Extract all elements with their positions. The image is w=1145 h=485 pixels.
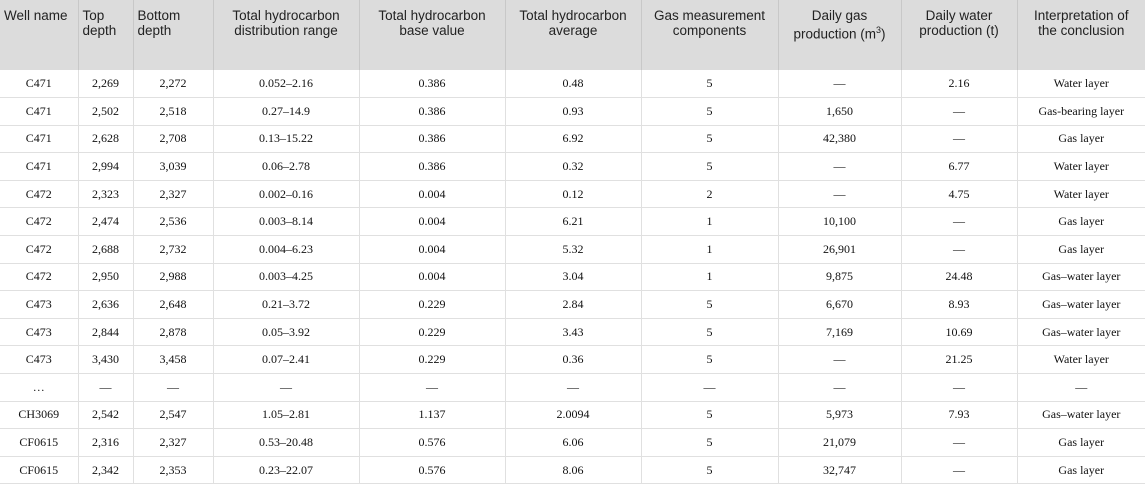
cell-average: 6.92 bbox=[505, 125, 641, 153]
cell-average: 0.32 bbox=[505, 153, 641, 181]
cell-interpretation: Gas layer bbox=[1017, 208, 1145, 236]
cell-daily-gas: — bbox=[778, 374, 901, 402]
header-base-value: Total hydrocarbon base value bbox=[359, 0, 505, 70]
header-average: Total hydrocarbon average bbox=[505, 0, 641, 70]
cell-gas-components: 5 bbox=[641, 429, 778, 457]
cell-average: 0.12 bbox=[505, 180, 641, 208]
table-body bbox=[0, 70, 1145, 484]
cell-average: 3.43 bbox=[505, 318, 641, 346]
cell-well-name: C472 bbox=[0, 236, 78, 264]
cell-gas-components: 5 bbox=[641, 70, 778, 98]
cell-daily-water: 7.93 bbox=[901, 401, 1017, 429]
cell-bottom-depth: 2,547 bbox=[133, 401, 213, 429]
cell-interpretation: Water layer bbox=[1017, 346, 1145, 374]
cell-gas-components: 1 bbox=[641, 263, 778, 291]
cell-daily-gas: — bbox=[778, 153, 901, 181]
cell-average: 3.04 bbox=[505, 263, 641, 291]
header-gas-components: Gas measurement components bbox=[641, 0, 778, 70]
cell-bottom-depth: 2,708 bbox=[133, 125, 213, 153]
cell-distribution-range: 1.05–2.81 bbox=[213, 401, 359, 429]
cell-daily-gas: 26,901 bbox=[778, 236, 901, 264]
cell-daily-water: — bbox=[901, 125, 1017, 153]
cell-interpretation: Gas–water layer bbox=[1017, 318, 1145, 346]
cell-daily-gas: — bbox=[778, 70, 901, 98]
cell-top-depth: 2,994 bbox=[78, 153, 133, 181]
cell-average: 2.84 bbox=[505, 291, 641, 319]
cell-daily-gas: 9,875 bbox=[778, 263, 901, 291]
cell-top-depth: 2,342 bbox=[78, 456, 133, 484]
table-row bbox=[0, 153, 1145, 181]
cell-well-name: … bbox=[0, 374, 78, 402]
cell-interpretation: Water layer bbox=[1017, 180, 1145, 208]
cell-daily-water: 2.16 bbox=[901, 70, 1017, 98]
cell-well-name: CF0615 bbox=[0, 456, 78, 484]
cell-interpretation: Water layer bbox=[1017, 153, 1145, 181]
table-row bbox=[0, 70, 1145, 98]
cell-top-depth: 2,316 bbox=[78, 429, 133, 457]
cell-average: 5.32 bbox=[505, 236, 641, 264]
header-daily-gas bbox=[778, 0, 901, 70]
cell-well-name: C473 bbox=[0, 291, 78, 319]
cell-daily-water: — bbox=[901, 374, 1017, 402]
cell-daily-water: — bbox=[901, 429, 1017, 457]
cell-top-depth: 2,688 bbox=[78, 236, 133, 264]
cell-daily-water: 21.25 bbox=[901, 346, 1017, 374]
cell-well-name: C471 bbox=[0, 98, 78, 126]
cell-well-name: C471 bbox=[0, 125, 78, 153]
cell-gas-components: 2 bbox=[641, 180, 778, 208]
cell-gas-components: 1 bbox=[641, 208, 778, 236]
cell-daily-water: — bbox=[901, 456, 1017, 484]
cell-distribution-range: 0.27–14.9 bbox=[213, 98, 359, 126]
cell-gas-components: 1 bbox=[641, 236, 778, 264]
table-row bbox=[0, 318, 1145, 346]
cell-well-name: CH3069 bbox=[0, 401, 78, 429]
cell-average: 0.48 bbox=[505, 70, 641, 98]
cell-well-name: C472 bbox=[0, 263, 78, 291]
table-row bbox=[0, 291, 1145, 319]
table-row bbox=[0, 374, 1145, 402]
cell-interpretation: Gas–water layer bbox=[1017, 263, 1145, 291]
cell-well-name: C471 bbox=[0, 70, 78, 98]
cell-gas-components: 5 bbox=[641, 346, 778, 374]
table-header bbox=[0, 0, 1145, 70]
cell-distribution-range: 0.06–2.78 bbox=[213, 153, 359, 181]
cell-distribution-range: 0.003–8.14 bbox=[213, 208, 359, 236]
table-row bbox=[0, 98, 1145, 126]
header-daily-water: Daily water production (t) bbox=[901, 0, 1017, 70]
cell-gas-components: 5 bbox=[641, 125, 778, 153]
cell-base-value: 0.386 bbox=[359, 98, 505, 126]
header-daily-gas-close: ) bbox=[881, 26, 886, 42]
cell-base-value: 0.576 bbox=[359, 429, 505, 457]
cell-daily-water: — bbox=[901, 98, 1017, 126]
cell-daily-water: 4.75 bbox=[901, 180, 1017, 208]
cell-daily-gas: 7,169 bbox=[778, 318, 901, 346]
cell-bottom-depth: 2,988 bbox=[133, 263, 213, 291]
table-row bbox=[0, 263, 1145, 291]
cell-gas-components: 5 bbox=[641, 153, 778, 181]
cell-top-depth: 2,844 bbox=[78, 318, 133, 346]
cell-gas-components: 5 bbox=[641, 318, 778, 346]
cell-gas-components: — bbox=[641, 374, 778, 402]
cell-base-value: 0.004 bbox=[359, 236, 505, 264]
cell-base-value: 0.004 bbox=[359, 208, 505, 236]
cell-gas-components: 5 bbox=[641, 456, 778, 484]
cell-bottom-depth: 2,648 bbox=[133, 291, 213, 319]
header-interpretation: Interpretation of the conclusion bbox=[1033, 8, 1129, 38]
cell-bottom-depth: 3,039 bbox=[133, 153, 213, 181]
table-row bbox=[0, 456, 1145, 484]
cell-gas-components: 5 bbox=[641, 291, 778, 319]
cell-daily-water: 24.48 bbox=[901, 263, 1017, 291]
cell-average: 0.93 bbox=[505, 98, 641, 126]
cell-distribution-range: 0.23–22.07 bbox=[213, 456, 359, 484]
cell-top-depth: — bbox=[78, 374, 133, 402]
cell-daily-water: — bbox=[901, 208, 1017, 236]
cell-distribution-range: 0.004–6.23 bbox=[213, 236, 359, 264]
cell-base-value: 0.229 bbox=[359, 318, 505, 346]
cell-interpretation: Water layer bbox=[1017, 70, 1145, 98]
cell-gas-components: 5 bbox=[641, 98, 778, 126]
cell-bottom-depth: 2,272 bbox=[133, 70, 213, 98]
cell-base-value: 0.004 bbox=[359, 180, 505, 208]
cell-well-name: C472 bbox=[0, 208, 78, 236]
cell-bottom-depth: 2,878 bbox=[133, 318, 213, 346]
cell-distribution-range: 0.002–0.16 bbox=[213, 180, 359, 208]
table-row bbox=[0, 346, 1145, 374]
cell-top-depth: 2,474 bbox=[78, 208, 133, 236]
cell-distribution-range: 0.07–2.41 bbox=[213, 346, 359, 374]
cell-average: 6.21 bbox=[505, 208, 641, 236]
cell-well-name: CF0615 bbox=[0, 429, 78, 457]
cell-bottom-depth: 2,327 bbox=[133, 180, 213, 208]
cell-top-depth: 2,636 bbox=[78, 291, 133, 319]
cell-daily-gas: 32,747 bbox=[778, 456, 901, 484]
cell-average: 6.06 bbox=[505, 429, 641, 457]
cell-interpretation: Gas–water layer bbox=[1017, 291, 1145, 319]
cell-base-value: 0.229 bbox=[359, 346, 505, 374]
cell-top-depth: 2,950 bbox=[78, 263, 133, 291]
cell-well-name: C473 bbox=[0, 346, 78, 374]
cell-top-depth: 3,430 bbox=[78, 346, 133, 374]
cell-base-value: 0.004 bbox=[359, 263, 505, 291]
header-well-name: Well name bbox=[0, 0, 78, 70]
cell-interpretation: Gas layer bbox=[1017, 456, 1145, 484]
cell-interpretation: Gas layer bbox=[1017, 125, 1145, 153]
table-row bbox=[0, 236, 1145, 264]
cell-top-depth: 2,502 bbox=[78, 98, 133, 126]
cell-average: — bbox=[505, 374, 641, 402]
cell-daily-gas: 6,670 bbox=[778, 291, 901, 319]
cell-bottom-depth: 2,327 bbox=[133, 429, 213, 457]
cell-bottom-depth: — bbox=[133, 374, 213, 402]
table-row bbox=[0, 429, 1145, 457]
cell-well-name: C473 bbox=[0, 318, 78, 346]
cell-distribution-range: 0.003–4.25 bbox=[213, 263, 359, 291]
cell-daily-gas: 10,100 bbox=[778, 208, 901, 236]
cell-top-depth: 2,269 bbox=[78, 70, 133, 98]
cell-average: 0.36 bbox=[505, 346, 641, 374]
cell-interpretation: Gas layer bbox=[1017, 429, 1145, 457]
header-distribution-range: Total hydrocarbon distribution range bbox=[213, 0, 359, 70]
cell-interpretation: Gas layer bbox=[1017, 236, 1145, 264]
cell-daily-gas: — bbox=[778, 180, 901, 208]
cell-base-value: 0.386 bbox=[359, 153, 505, 181]
cell-gas-components: 5 bbox=[641, 401, 778, 429]
cell-well-name: C472 bbox=[0, 180, 78, 208]
cell-bottom-depth: 2,353 bbox=[133, 456, 213, 484]
header-row bbox=[0, 0, 1145, 70]
cell-distribution-range: — bbox=[213, 374, 359, 402]
cell-daily-gas: — bbox=[778, 346, 901, 374]
cell-daily-gas: 5,973 bbox=[778, 401, 901, 429]
cell-top-depth: 2,323 bbox=[78, 180, 133, 208]
cell-bottom-depth: 2,518 bbox=[133, 98, 213, 126]
cell-interpretation: — bbox=[1017, 374, 1145, 402]
cell-daily-water: 6.77 bbox=[901, 153, 1017, 181]
cell-daily-water: 10.69 bbox=[901, 318, 1017, 346]
cell-daily-water: — bbox=[901, 236, 1017, 264]
cell-interpretation: Gas–water layer bbox=[1017, 401, 1145, 429]
cell-distribution-range: 0.21–3.72 bbox=[213, 291, 359, 319]
header-daily-gas-sup: 3 bbox=[876, 25, 882, 35]
cell-base-value: 0.229 bbox=[359, 291, 505, 319]
header-daily-gas-text: Daily gas production (m bbox=[793, 8, 877, 42]
cell-well-name: C471 bbox=[0, 153, 78, 181]
cell-daily-water: 8.93 bbox=[901, 291, 1017, 319]
cell-top-depth: 2,628 bbox=[78, 125, 133, 153]
table-row bbox=[0, 208, 1145, 236]
header-top-depth: Top depth bbox=[78, 0, 133, 70]
cell-daily-gas: 1,650 bbox=[778, 98, 901, 126]
cell-average: 2.0094 bbox=[505, 401, 641, 429]
cell-daily-gas: 21,079 bbox=[778, 429, 901, 457]
cell-top-depth: 2,542 bbox=[78, 401, 133, 429]
cell-bottom-depth: 2,732 bbox=[133, 236, 213, 264]
table-row bbox=[0, 125, 1145, 153]
cell-distribution-range: 0.052–2.16 bbox=[213, 70, 359, 98]
cell-base-value: 0.386 bbox=[359, 70, 505, 98]
table-row bbox=[0, 180, 1145, 208]
cell-average: 8.06 bbox=[505, 456, 641, 484]
header-bottom-depth: Bottom depth bbox=[133, 0, 213, 70]
cell-distribution-range: 0.13–15.22 bbox=[213, 125, 359, 153]
cell-daily-gas: 42,380 bbox=[778, 125, 901, 153]
cell-interpretation: Gas-bearing layer bbox=[1017, 98, 1145, 126]
cell-bottom-depth: 2,536 bbox=[133, 208, 213, 236]
cell-distribution-range: 0.53–20.48 bbox=[213, 429, 359, 457]
cell-bottom-depth: 3,458 bbox=[133, 346, 213, 374]
cell-distribution-range: 0.05–3.92 bbox=[213, 318, 359, 346]
cell-base-value: — bbox=[359, 374, 505, 402]
table-row bbox=[0, 401, 1145, 429]
cell-base-value: 1.137 bbox=[359, 401, 505, 429]
cell-base-value: 0.386 bbox=[359, 125, 505, 153]
cell-base-value: 0.576 bbox=[359, 456, 505, 484]
